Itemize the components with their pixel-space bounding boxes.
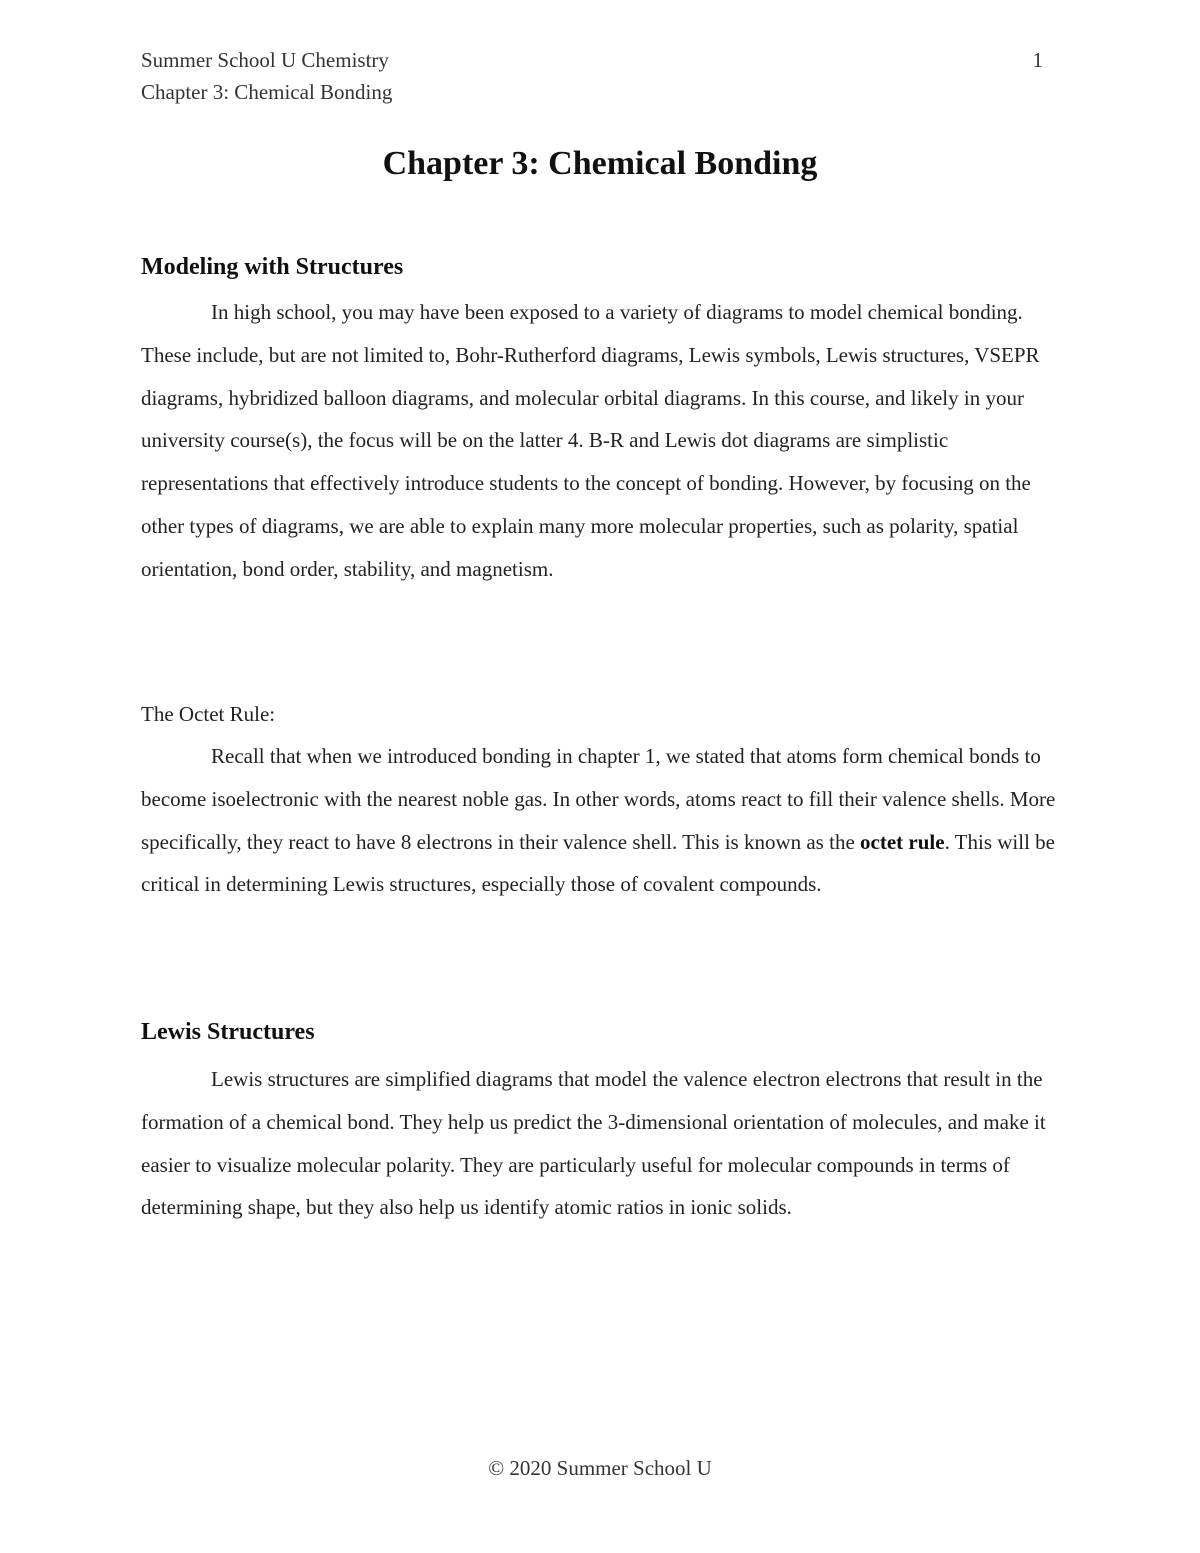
- octet-text-before: Recall that when we introduced bonding in chapter 1, we stated that atoms form chemical bonds to become isoelectronic with the nearest noble gas. In other words, atoms react to fill their valence shells. More specifically, they react to have 8 electrons in their valence shell. This is known as the: [141, 744, 1056, 854]
- section-heading-lewis: Lewis Structures: [141, 1019, 315, 1045]
- footer-copyright: © 2020 Summer School U: [488, 1456, 712, 1480]
- page-number: 1: [1032, 48, 1043, 72]
- section-heading-modeling: Modeling with Structures: [141, 254, 404, 280]
- header-chapter: Chapter 3: Chemical Bonding: [141, 80, 393, 104]
- page-title: Chapter 3: Chemical Bonding: [382, 145, 818, 182]
- octet-text-after: . This will be critical in determining Lewis structures, especially those of covalent compounds.: [141, 829, 1056, 897]
- octet-rule-label: The Octet Rule:: [141, 702, 276, 726]
- octet-rule-term: octet rule: [860, 829, 945, 854]
- header-course: Summer School U Chemistry: [141, 48, 389, 72]
- paragraph-modeling: In high school, you may have been exposed to a variety of diagrams to model chemical bonding. These include, but are not limited to, Bohr-Rutherford diagrams, Lewis symbols, Lewis structures, VSEPR diagrams, hybridized balloon diagrams, and molecular orbital diagrams. In this course, and likely in your university course(s), the focus will be on the latter 4. B-R and Lewis dot diagrams are simplistic representations that effectively introduce students to the concept of bonding. However, by focusing on the other types of diagrams, we are able to explain many more molecular properties, such as polarity, spatial orientation, bond order, stability, and magnetism.: [141, 300, 1040, 581]
- running-header: [141, 44, 392, 108]
- paragraph-octet: [141, 735, 1059, 906]
- paragraph-lewis: Lewis structures are simplified diagrams that model the valence electron electrons that result in the formation of a chemical bond. They help us predict the 3-dimensional orientation of molecules, and make it easier to visualize molecular polarity. They are particularly useful for molecular compounds in terms of determining shape, but they also help us identify atomic ratios in ionic solids.: [141, 1067, 1046, 1220]
